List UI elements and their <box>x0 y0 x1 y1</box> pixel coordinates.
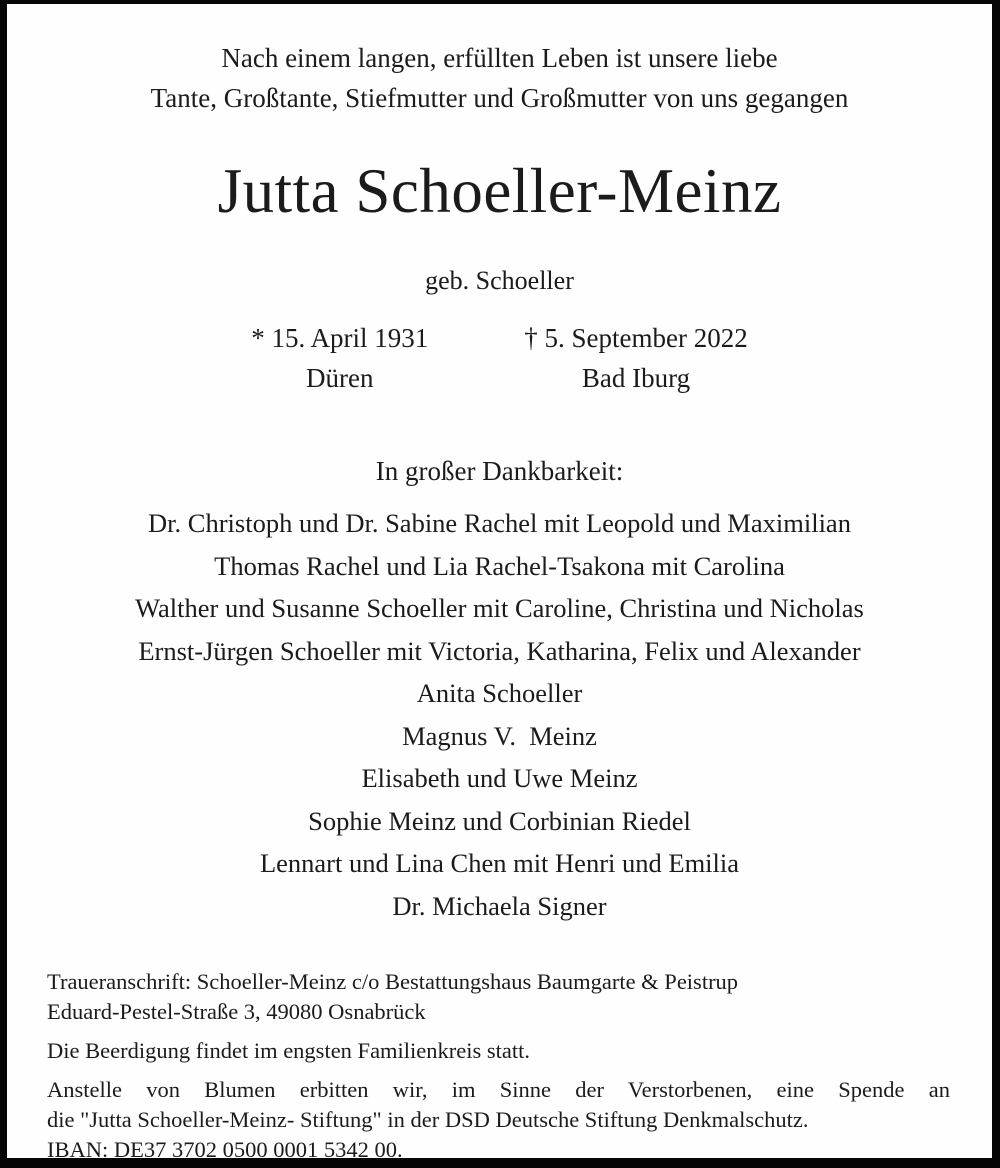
mourner-line: Lennart und Lina Chen mit Henri und Emilia <box>259 848 740 878</box>
intro-text <box>7 38 992 118</box>
funeral-note: Die Beerdigung findet im engsten Familienkreis statt. <box>47 1038 531 1063</box>
mourning-address-line-2: Eduard-Pestel-Straße 3, 49080 Osnabrück <box>47 999 426 1024</box>
mourner-line: Thomas Rachel und Lia Rachel-Tsakona mit Carolina <box>214 550 785 581</box>
death-place: Bad Iburg <box>581 363 691 393</box>
birth-date: 15. April 1931 <box>271 323 429 353</box>
death-symbol: † <box>524 323 538 353</box>
footer-notes <box>7 967 992 1165</box>
intro-line-2: Tante, Großtante, Stiefmutter und Großmutter von uns gegangen <box>150 83 849 113</box>
mourner-line: Elisabeth und Uwe Meinz <box>361 763 638 793</box>
donation-note <box>47 1075 950 1165</box>
mourning-address <box>47 967 950 1027</box>
gratitude-heading: In großer Dankbarkeit: <box>375 456 624 486</box>
mourners-list <box>7 502 992 927</box>
maiden-name: geb. Schoeller <box>425 266 574 295</box>
donation-note-line-2: die "Jutta Schoeller-Meinz- Stiftung" in der DSD Deutsche Stiftung Denkmalschutz. <box>47 1107 809 1132</box>
donation-note-line-1: Anstelle von Blumen erbitten wir, im Sinne der Verstorbenen, eine Spende an <box>47 1077 950 1102</box>
deceased-name: Jutta Schoeller-Meinz <box>217 156 782 226</box>
death-date-line <box>524 318 747 358</box>
birth-date-line <box>251 318 428 358</box>
mourner-line: Sophie Meinz und Corbinian Riedel <box>308 805 691 836</box>
birth-place: Düren <box>306 363 374 393</box>
death-info <box>524 318 747 398</box>
birth-info <box>251 318 428 398</box>
mourning-address-line-1: Traueranschrift: Schoeller-Meinz c/o Bestattungshaus Baumgarte & Peistrup <box>47 969 739 994</box>
mourner-line: Dr. Christoph und Dr. Sabine Rachel mit Leopold und Maximilian <box>148 508 851 538</box>
intro-line-1: Nach einem langen, erfüllten Leben ist unsere liebe <box>221 43 778 73</box>
mourner-line: Anita Schoeller <box>416 678 583 708</box>
mourner-line: Dr. Michaela Signer <box>392 890 607 921</box>
death-date: 5. September 2022 <box>544 323 748 353</box>
mourner-line: Ernst-Jürgen Schoeller mit Victoria, Katharina, Felix und Alexander <box>138 635 861 666</box>
mourner-line: Walther und Susanne Schoeller mit Caroline, Christina und Nicholas <box>135 593 864 623</box>
life-dates <box>7 318 992 398</box>
iban-line: IBAN: DE37 3702 0500 0001 5342 00. <box>47 1137 403 1162</box>
birth-symbol: * <box>251 323 265 353</box>
mourner-line: Magnus V. Meinz <box>402 720 597 751</box>
